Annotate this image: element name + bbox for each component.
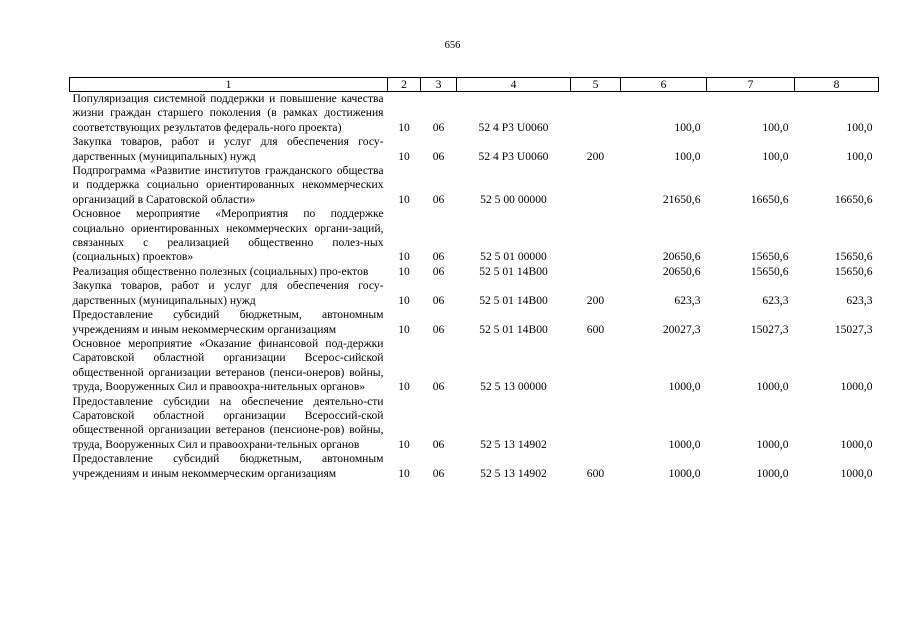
- target-article-code: 52 5 01 00000: [480, 250, 547, 264]
- target-article-code: 52 5 13 00000: [480, 380, 547, 394]
- amount-col-7: 15027,3: [750, 322, 789, 336]
- amount-col-8: 1000,0: [840, 466, 873, 480]
- amount-col-8: 1000,0: [840, 437, 873, 451]
- target-article-code: 52 5 00 00000: [480, 192, 547, 206]
- column-header: 2: [388, 78, 421, 92]
- amount-col-7: 1000,0: [756, 380, 789, 394]
- amount-col-7: 1000,0: [756, 437, 789, 451]
- amount-col-8: 100,0: [846, 120, 873, 134]
- section-code: 10: [398, 149, 410, 163]
- section-code: 10: [398, 293, 410, 307]
- item-name: Предоставление субсидий бюджетным, автономным учреждениям и иным некоммерческим организациям: [72, 452, 384, 480]
- amount-col-8: 1000,0: [840, 380, 873, 394]
- item-name: Основное мероприятие «Оказание финансовой под-держки Саратовской областной организации Всерос-сийской общественной организации ветеранов (пенси-онеров) войны, труда, Вооруженных Сил и правоохра-нительных органов»: [72, 336, 384, 394]
- table-row: [70, 207, 879, 265]
- amount-col-6: 100,0: [674, 120, 701, 134]
- subsection-code: 06: [432, 250, 445, 264]
- amount-col-6: 20650,6: [662, 250, 701, 264]
- amount-col-8: 15650,6: [834, 264, 873, 278]
- table-row: [70, 395, 879, 453]
- amount-col-6: 623,3: [674, 293, 701, 307]
- amount-col-6: 20027,3: [662, 322, 701, 336]
- section-code: 10: [398, 264, 410, 278]
- column-header: 8: [795, 78, 879, 92]
- subsection-code: 06: [432, 437, 445, 451]
- section-code: 10: [398, 322, 410, 336]
- target-article-code: 52 4 Р3 U0060: [478, 120, 549, 134]
- column-header-row: [70, 78, 879, 92]
- amount-col-8: 100,0: [846, 149, 873, 163]
- section-code: 10: [398, 437, 410, 451]
- amount-col-6: 21650,6: [662, 192, 701, 206]
- expense-type-code: [571, 207, 621, 265]
- amount-col-6: 1000,0: [668, 437, 701, 451]
- expense-type-code: 600: [586, 322, 605, 336]
- amount-col-8: 16650,6: [834, 192, 873, 206]
- expense-type-code: [571, 92, 621, 136]
- amount-col-8: 15650,6: [834, 250, 873, 264]
- column-header: 7: [707, 78, 795, 92]
- table-row: [70, 308, 879, 337]
- subsection-code: 06: [432, 264, 445, 278]
- subsection-code: 06: [432, 380, 445, 394]
- expense-type-code: [571, 337, 621, 395]
- item-name: Подпрограмма «Развитие институтов гражданского общества и поддержка социально ориентированных некоммерческих организаций в Саратовской области»: [72, 164, 384, 206]
- column-header: 3: [421, 78, 457, 92]
- amount-col-8: 15027,3: [834, 322, 873, 336]
- item-name: Закупка товаров, работ и услуг для обеспечения госу-дарственных (муниципальных) нужд: [72, 135, 384, 163]
- target-article-code: 52 5 13 14902: [480, 466, 547, 480]
- section-code: 10: [398, 466, 410, 480]
- expense-type-code: 200: [586, 293, 605, 307]
- section-code: 10: [398, 120, 410, 134]
- item-name: Реализация общественно полезных (социальных) про-ектов: [72, 264, 369, 278]
- subsection-code: 06: [432, 293, 445, 307]
- amount-col-6: 20650,6: [662, 264, 701, 278]
- expense-type-code: [571, 265, 621, 279]
- amount-col-7: 100,0: [762, 120, 789, 134]
- amount-col-7: 15650,6: [750, 250, 789, 264]
- table-row: [70, 164, 879, 207]
- section-code: 10: [398, 250, 410, 264]
- table-row: [70, 452, 879, 481]
- subsection-code: 06: [432, 149, 445, 163]
- table-row: [70, 279, 879, 308]
- subsection-code: 06: [432, 322, 445, 336]
- expense-type-code: 600: [586, 466, 605, 480]
- section-code: 10: [398, 192, 410, 206]
- section-code: 10: [398, 380, 410, 394]
- column-header: 4: [457, 78, 571, 92]
- amount-col-6: 100,0: [674, 149, 701, 163]
- item-name: Основное мероприятие «Мероприятия по поддержке социально ориентированных некоммерческих органи-заций, связанных с реализацией общественно полез-ных (социальных) проектов»: [72, 207, 384, 264]
- table-row: [70, 337, 879, 395]
- target-article-code: 52 5 01 14В00: [479, 264, 548, 278]
- target-article-code: 52 5 01 14В00: [479, 293, 548, 307]
- target-article-code: 52 4 Р3 U0060: [478, 149, 549, 163]
- subsection-code: 06: [432, 192, 445, 206]
- target-article-code: 52 5 13 14902: [480, 437, 547, 451]
- expense-type-code: 200: [586, 149, 605, 163]
- table-row: [70, 265, 879, 279]
- subsection-code: 06: [432, 120, 445, 134]
- table-row: [70, 135, 879, 164]
- amount-col-8: 623,3: [846, 293, 873, 307]
- column-header: 6: [621, 78, 707, 92]
- budget-table: [69, 77, 879, 481]
- table-row: [70, 92, 879, 136]
- amount-col-7: 15650,6: [750, 264, 789, 278]
- expense-type-code: [571, 395, 621, 453]
- amount-col-6: 1000,0: [668, 380, 701, 394]
- item-name: Предоставление субсидии на обеспечение деятельно-сти Саратовской областной организации Всероссий-ской общественной организации ветеранов (пенсионе-ров) войны, труда, Вооруженных Сил и правоохрани-тельных органов: [72, 394, 384, 451]
- page-number: 656: [444, 40, 461, 51]
- amount-col-7: 100,0: [762, 149, 789, 163]
- item-name: Закупка товаров, работ и услуг для обеспечения госу-дарственных (муниципальных) нужд: [72, 279, 384, 307]
- column-header: 5: [571, 78, 621, 92]
- amount-col-7: 16650,6: [750, 192, 789, 206]
- item-name: Популяризация системной поддержки и повышение качества жизни граждан старшего поколения (в рамках достижения соответствующих результатов федераль-ного проекта): [72, 92, 384, 134]
- target-article-code: 52 5 01 14В00: [479, 322, 548, 336]
- expense-type-code: [571, 164, 621, 207]
- amount-col-7: 1000,0: [756, 466, 789, 480]
- column-header: 1: [70, 78, 388, 92]
- item-name: Предоставление субсидий бюджетным, автономным учреждениям и иным некоммерческим организациям: [72, 308, 384, 336]
- amount-col-6: 1000,0: [668, 466, 701, 480]
- amount-col-7: 623,3: [762, 293, 789, 307]
- subsection-code: 06: [432, 466, 445, 480]
